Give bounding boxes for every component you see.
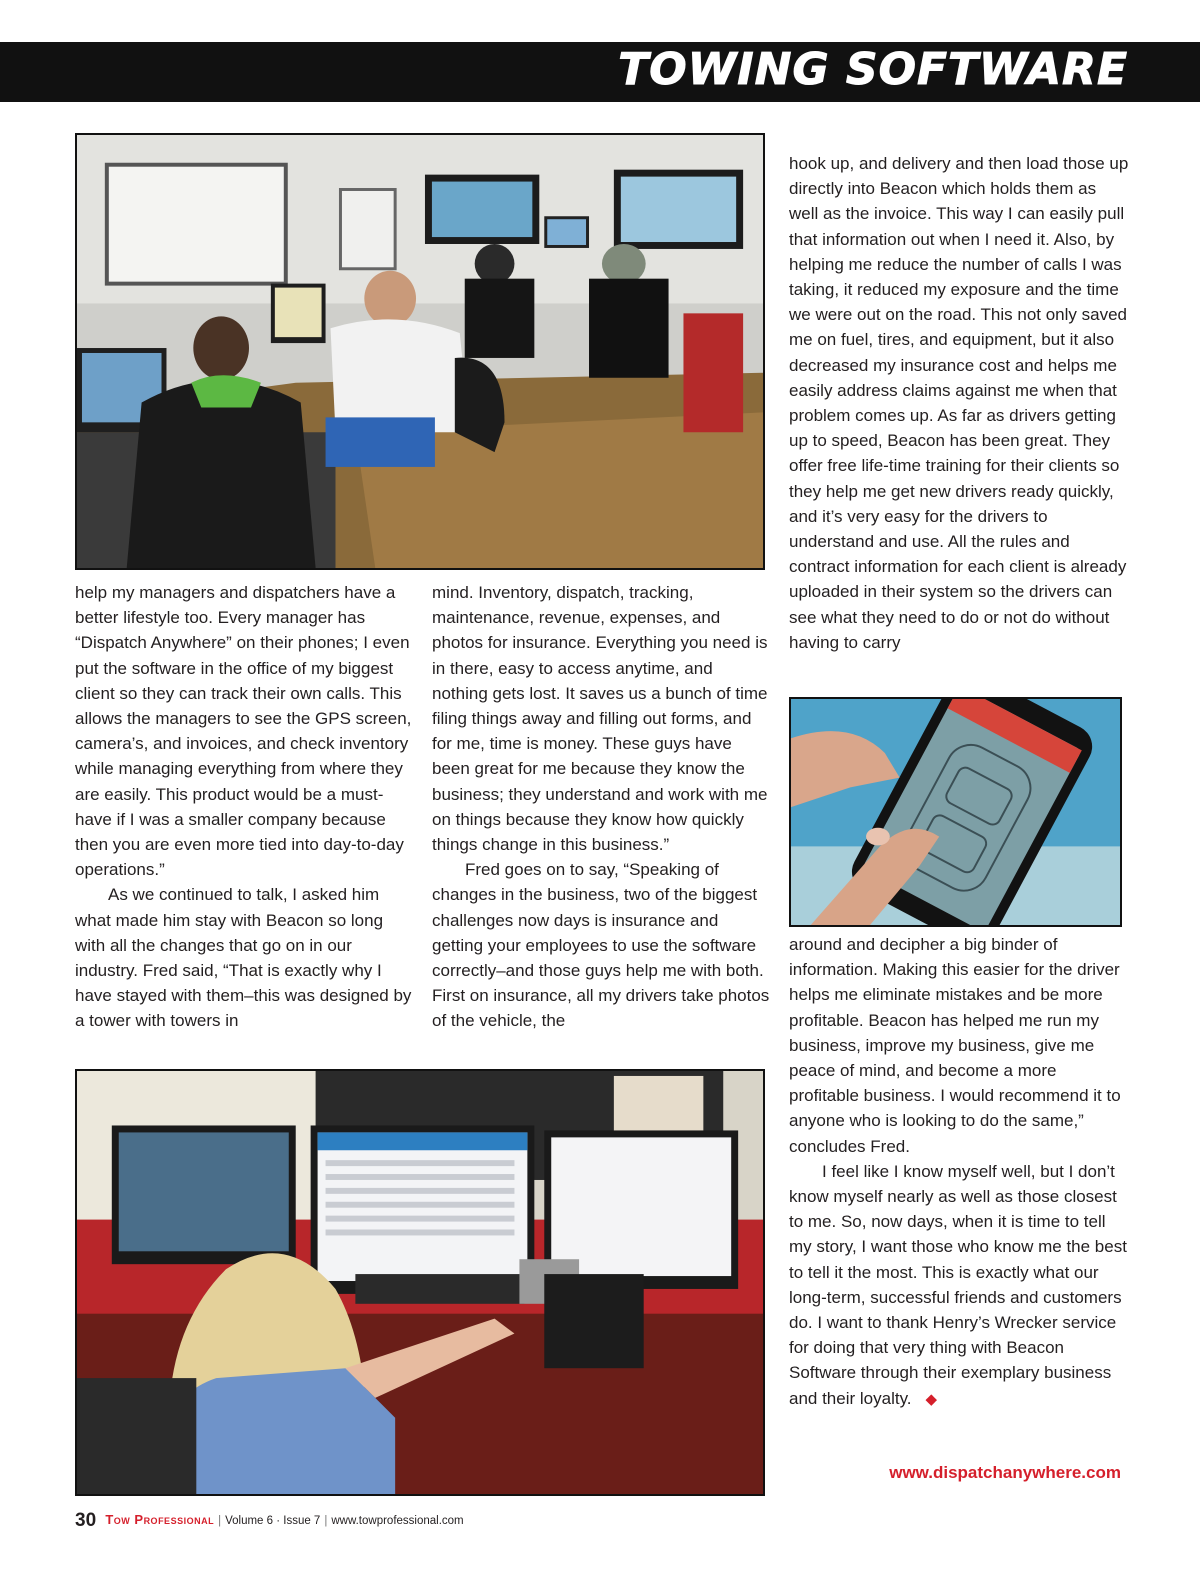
mobile-app-photo xyxy=(789,697,1122,927)
section-header-bar xyxy=(0,42,1200,102)
dispatch-office-photo xyxy=(75,133,765,570)
magazine-website-link[interactable]: www.towprofessional.com xyxy=(331,1515,464,1527)
article-paragraph: hook up, and delivery and then load those up directly into Beacon which holds them as well as the invoice. This way I can easily pull that information out when I need it. Also, by helping me reduce the number of calls I was taking, it reduced my exposure and the time we were out on the road. This not only saved me on fuel, tires, and equipment, but it also decreased my insurance cost and helps me easily address claims against me when that problem comes up. As far as drivers getting up to speed, Beacon has been great. They offer free life-time training for their clients so they help me get new drivers ready quickly, and it’s very easy for the drivers to understand and use. All the rules and contract information for each client is already uploaded in their system so the drivers can see what they need to do or not do without having to carry xyxy=(789,154,1129,652)
footer-separator: | xyxy=(218,1515,222,1527)
issue-info: Volume 6 · Issue 7 xyxy=(225,1515,321,1527)
article-column-2 xyxy=(432,580,772,1034)
article-column-3-top xyxy=(789,151,1129,655)
article-paragraph: around and decipher a big binder of information. Making this easier for the driver helps me eliminate mistakes and be more profitable. Beacon has helped me run my business, improve my business, give me peace of mind, and become a more profitable business. I would recommend it to anyone who is looking to do the same,” concludes Fred. xyxy=(789,935,1121,1156)
company-website-link[interactable]: www.dispatchanywhere.com xyxy=(889,1463,1121,1482)
article-paragraph: Fred goes on to say, “Speaking of changes in the business, two of the biggest challenges now days is insurance and getting your employees to use the software correctly–and those guys help me with both. First on insurance, all my drivers take photos of the vehicle, the xyxy=(432,860,770,1031)
dispatcher-desk-photo xyxy=(75,1069,765,1496)
end-of-article-diamond-icon: ◆ xyxy=(925,1390,938,1408)
magazine-name: Tow Professional xyxy=(105,1512,215,1527)
section-title: TOWING SOFTWARE xyxy=(618,44,1128,95)
article-paragraph: mind. Inventory, dispatch, tracking, maintenance, revenue, expenses, and photos for insurance. Everything you need is in there, easy to access anytime, and nothing gets lost. It saves us a bunch of time filing things away and filling out forms, and for me, time is money. These guys have been great for me because they know the business; they understand and work with me on things because they know how quickly things change in this business.” xyxy=(432,583,768,855)
page-number: 30 xyxy=(75,1510,97,1531)
article-paragraph: help my managers and dispatchers have a better lifestyle too. Every manager has “Dispatch Anywhere” on their phones; I even put the software in the office of my biggest client so they can track their own calls. This allows the managers to see the GPS screen, camera’s, and invoices, and check inventory while managing everything from where they are easily. This product would be a must-have if I was a smaller company because then you are even more tied into day-to-day operations.” xyxy=(75,583,412,880)
page-footer xyxy=(75,1510,464,1532)
article-paragraph-text: I feel like I know myself well, but I don’t know myself nearly as well as those closest to me. So, now days, when it is time to tell my story, I want those who know me the best to tell it the most. This is exactly what our long-term, successful friends and customers do. I want to thank Henry’s Wrecker service for doing that very thing with Beacon Software through their exemplary business and their loyalty. xyxy=(789,1161,1127,1408)
article-paragraph: As we continued to talk, I asked him what made him stay with Beacon so long with all the changes that go on in our industry. Fred said, “That is exactly why I have stayed with them–this was designed by a tower with towers in xyxy=(75,885,412,1031)
article-column-3-bottom xyxy=(789,932,1129,1412)
footer-separator: | xyxy=(324,1515,328,1527)
article-paragraph-final xyxy=(789,1159,1129,1412)
article-column-1 xyxy=(75,580,415,1034)
